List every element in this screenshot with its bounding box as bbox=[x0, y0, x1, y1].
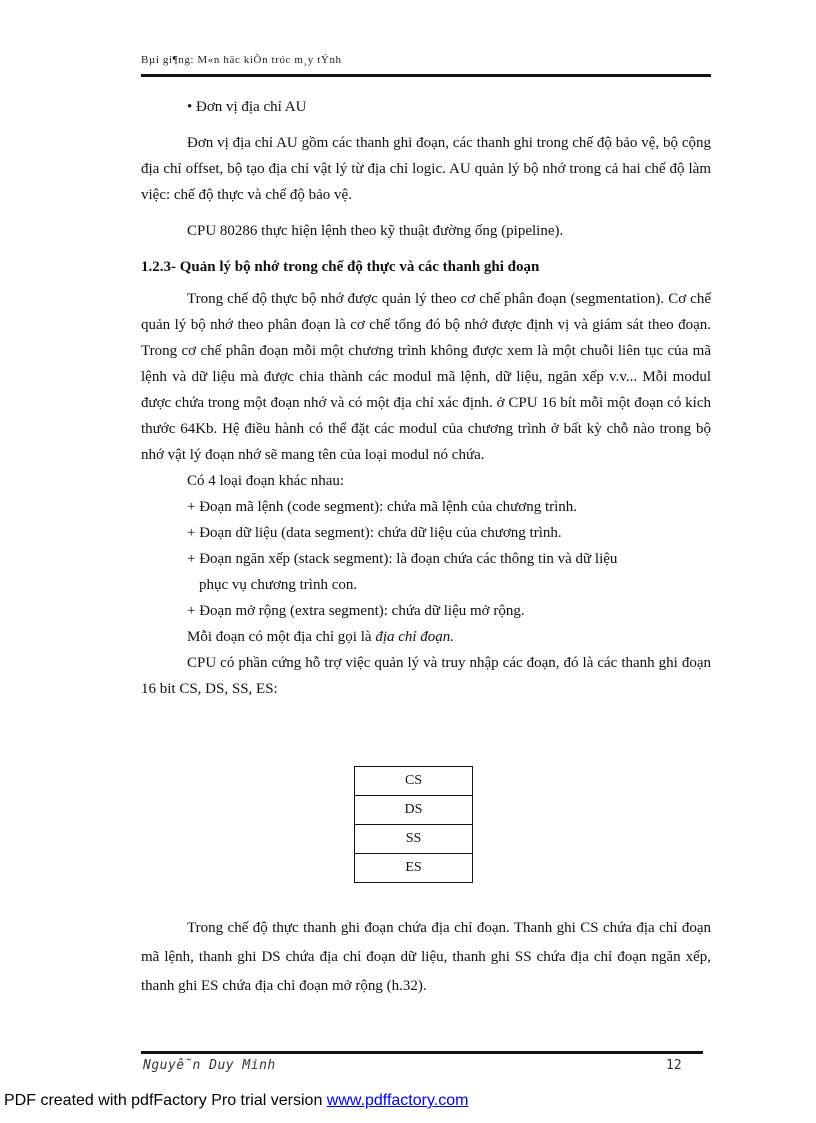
pipeline-paragraph: CPU 80286 thực hiện lệnh theo kỹ thuật đường ống (pipeline). bbox=[187, 223, 564, 239]
segment-register-table bbox=[354, 766, 473, 883]
au-paragraph: Đơn vị địa chỉ AU gồm các thanh ghi đoạn, các thanh ghi trong chế độ bảo vệ, bộ cộng địa chỉ offset, bộ tạo địa chỉ vật lý từ địa chỉ logic. AU quản lý bộ nhớ trong cả hai chế độ làm việc: chế độ thực và chế độ bảo vệ. bbox=[141, 135, 711, 203]
segment-type-stack: + Đoạn ngăn xếp (stack segment): là đoạn chứa các thông tin và dữ liệu bbox=[187, 551, 618, 567]
closing-paragraph: Trong chế độ thực thanh ghi đoạn chứa địa chỉ đoạn. Thanh ghi CS chứa địa chỉ đoạn mã lệnh, thanh ghi DS chứa địa chỉ đoạn dữ liệu, thanh ghi SS chứa địa chỉ đoạn ngăn xếp, thanh ghi ES chứa địa chỉ đoạn mở rộng (h.32). bbox=[141, 920, 711, 994]
register-es: ES bbox=[355, 854, 473, 883]
footer-author: Nguyễn Duy Minh bbox=[143, 1058, 276, 1073]
bullet-au: • Đơn vị địa chỉ AU bbox=[187, 99, 307, 115]
pdf-note-text: PDF created with pdfFactory Pro trial version bbox=[4, 1092, 327, 1109]
segment-type-stack-continuation: phục vụ chương trình con. bbox=[199, 577, 358, 593]
register-cs: CS bbox=[355, 767, 473, 796]
segmentation-paragraph: Trong chế độ thực bộ nhớ được quản lý theo cơ chế phân đoạn (segmentation). Cơ chế quản lý bộ nhớ theo phân đoạn là cơ chế tổng đó bộ nhớ được định vị và giám sát theo đoạn. Trong cơ chế phân đoạn mỗi một chương trình không được xem là một chuỗi liên tục của mã lệnh và dữ liệu mà được chia thành các modul mã lệnh, dữ liệu, ngăn xếp v.v... Mỗi modul được chứa trong một đoạn nhớ và có một địa chỉ xác định. ở CPU 16 bít mỗi một đoạn có kích thước 64Kb. Hệ điều hành có thể đặt các modul của chương trình ở bất kỳ chỗ nào trong bộ nhớ vật lý đoạn nhớ sẽ mang tên của loại modul nó chứa. bbox=[141, 291, 711, 463]
register-ds: DS bbox=[355, 796, 473, 825]
page-body bbox=[141, 94, 711, 702]
segment-type-code: + Đoạn mã lệnh (code segment): chứa mã lệnh của chương trình. bbox=[187, 499, 578, 515]
segment-address-prefix: Mỗi đoạn có một địa chỉ gọi là bbox=[187, 629, 376, 645]
segment-address-line bbox=[141, 624, 711, 650]
hardware-paragraph: CPU có phần cứng hỗ trợ việc quản lý và truy nhập các đoạn, đó là các thanh ghi đoạn 16 bit CS, DS, SS, ES: bbox=[141, 655, 711, 697]
segment-type-extra: + Đoạn mở rộng (extra segment): chứa dữ liệu mở rộng. bbox=[187, 603, 525, 619]
segment-type-data: + Đoạn dữ liệu (data segment): chứa dữ liệu của chương trình. bbox=[187, 525, 562, 541]
segment-types-intro: Có 4 loại đoạn khác nhau: bbox=[187, 473, 345, 489]
pdffactory-link[interactable]: www.pdffactory.com bbox=[326, 1092, 469, 1109]
register-ss: SS bbox=[355, 825, 473, 854]
pdf-watermark-note bbox=[4, 1092, 468, 1110]
section-heading: 1.2.3- Quản lý bộ nhớ trong chế độ thực và các thanh ghi đoạn bbox=[141, 259, 540, 275]
footer-page-number: 12 bbox=[666, 1058, 682, 1073]
page-header-title: Bµi gi¶ng: M«n häc kiÕn tróc m¸y tÝnh bbox=[141, 54, 342, 66]
footer-divider bbox=[141, 1051, 703, 1054]
closing-section bbox=[141, 914, 711, 1001]
segment-address-term: địa chỉ đoạn. bbox=[375, 629, 455, 645]
header-divider bbox=[141, 74, 711, 77]
